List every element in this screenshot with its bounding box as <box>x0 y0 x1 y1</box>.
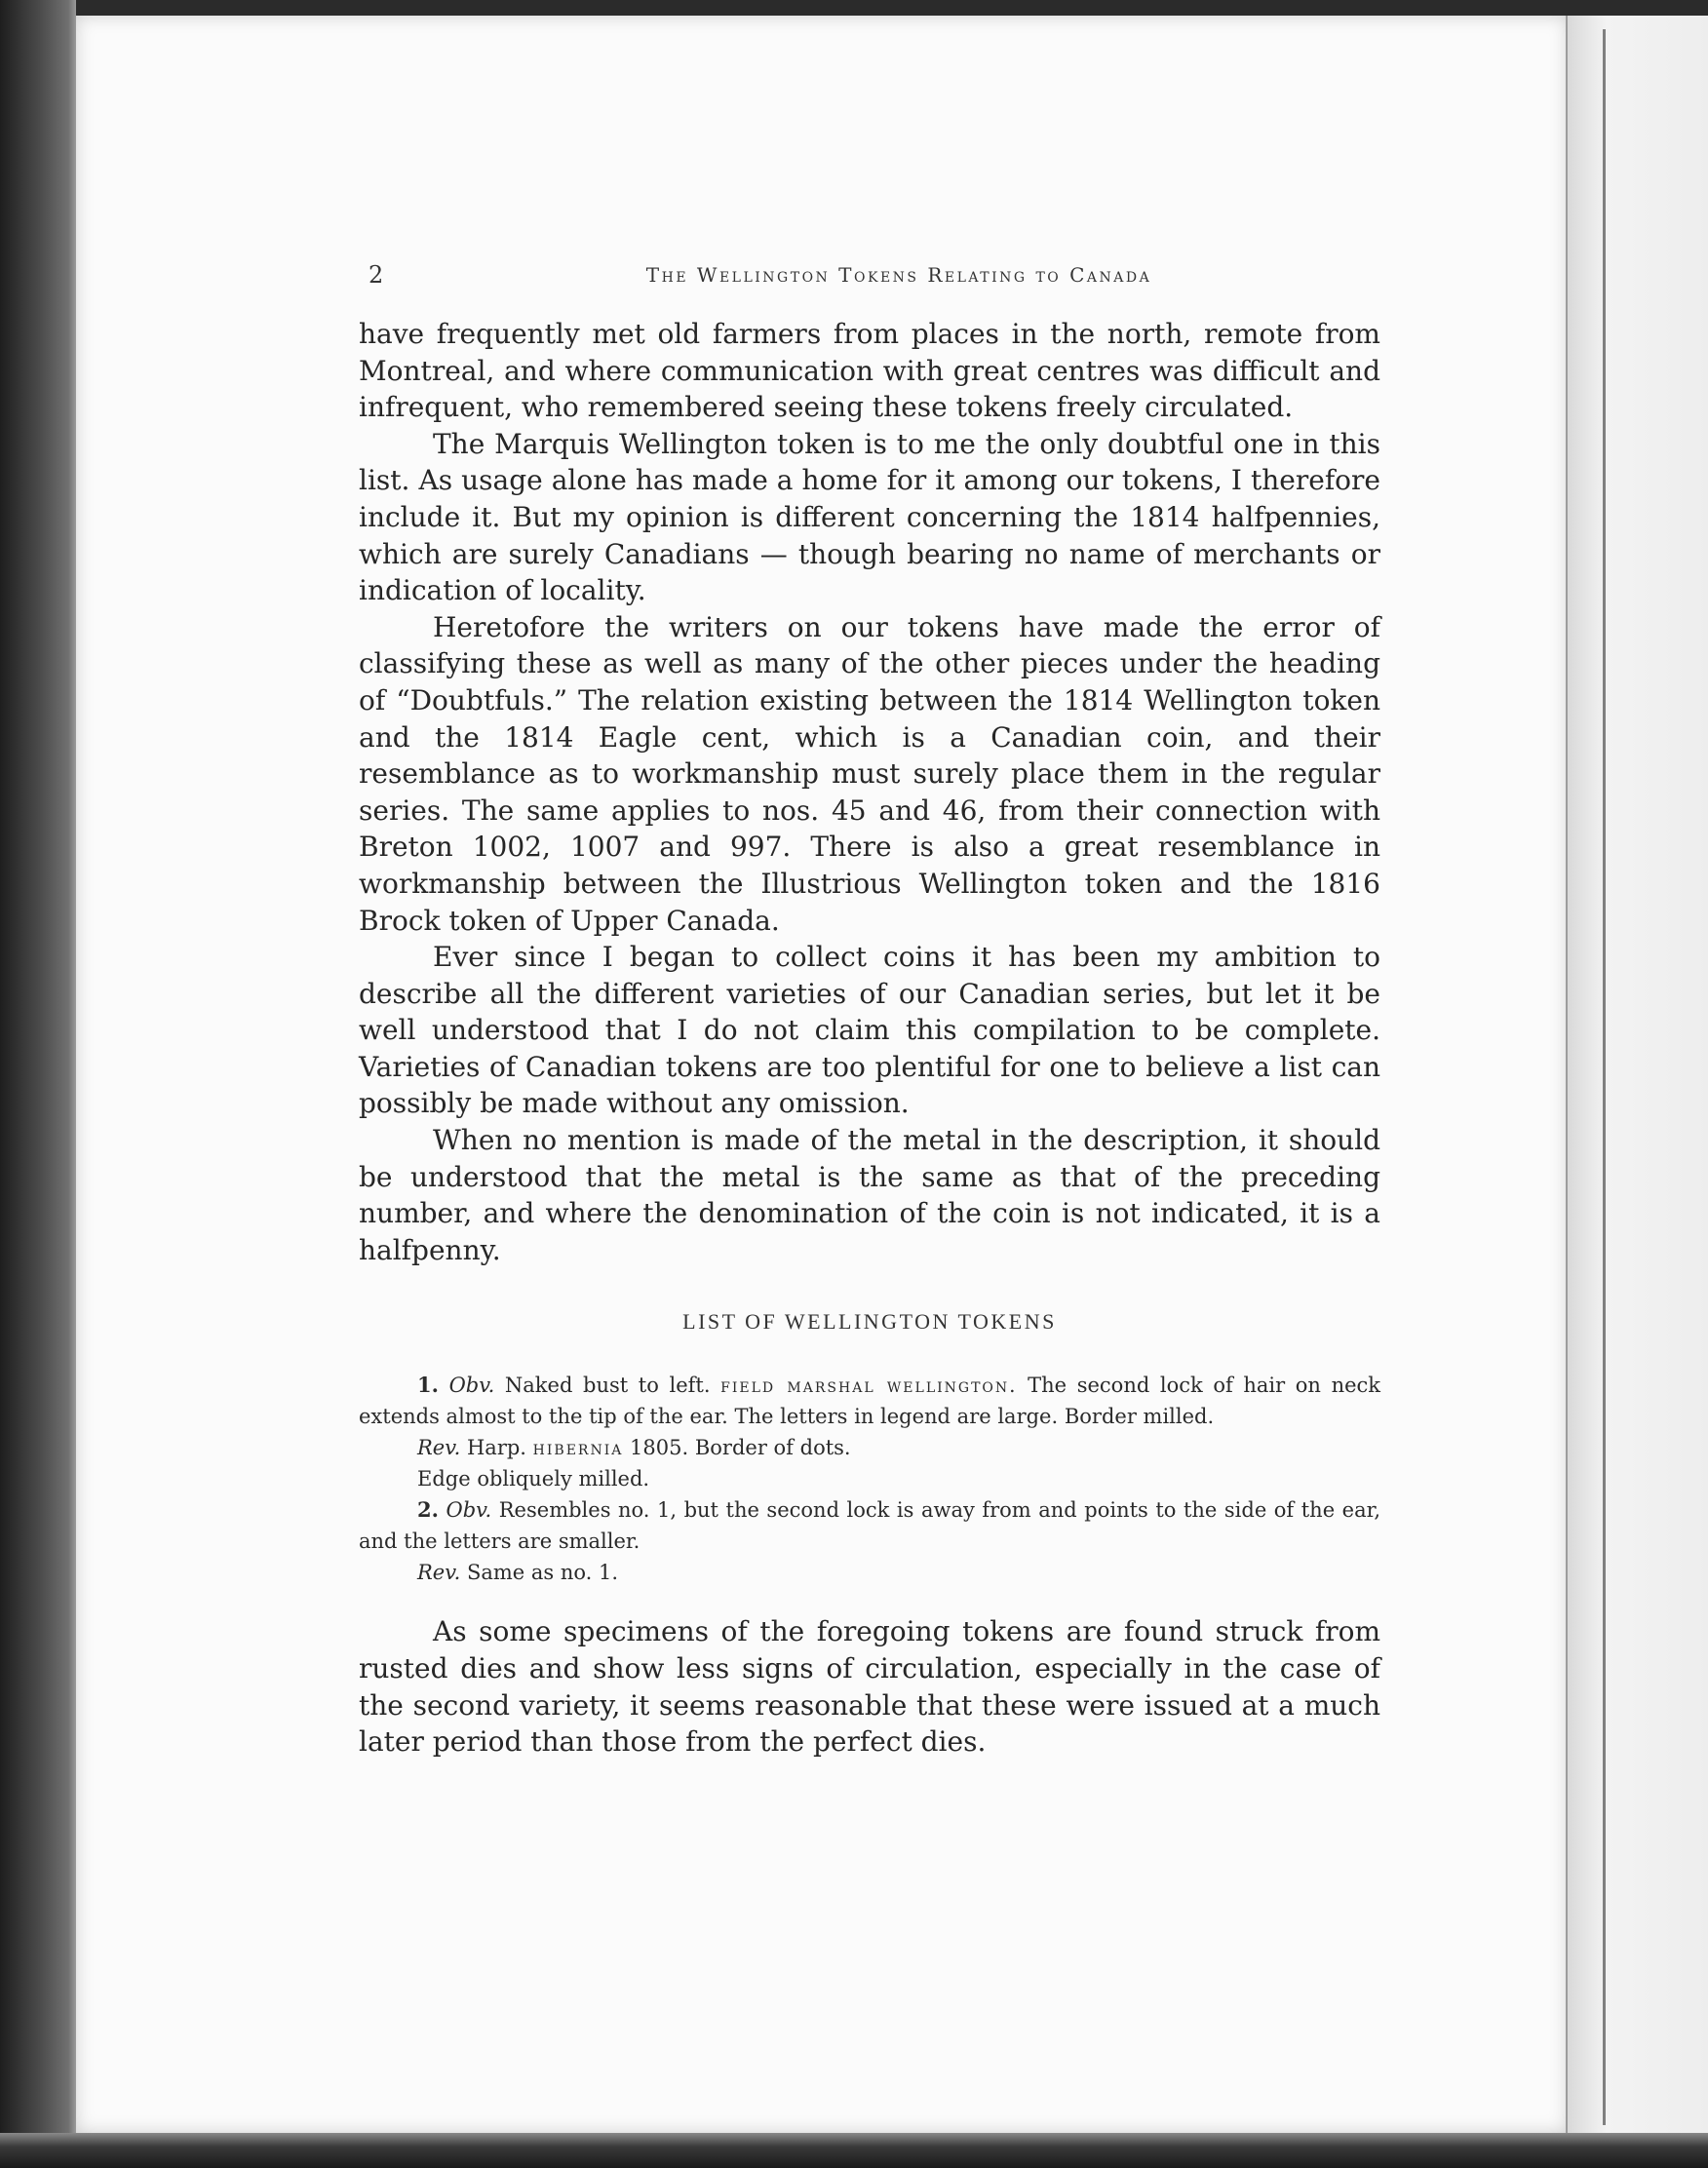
entry-1-rev-text-a: Harp. <box>466 1436 526 1460</box>
entry-1-rev-text-b: 1805. Border of dots. <box>630 1436 851 1460</box>
paragraph-1: have frequently met old farmers from places in the north, remote from Montreal, and where communication with great centres was difficult and infrequent, who remembered seeing these tokens freely circulated. <box>359 318 1380 424</box>
entry-2-number: 2. <box>417 1497 439 1523</box>
entry-2-obverse <box>359 1494 1380 1557</box>
list-heading: LIST OF WELLINGTON TOKENS <box>682 1309 1057 1335</box>
entry-2-rev-label: Rev. <box>417 1561 461 1585</box>
entry-2-obv-label: Obv. <box>446 1498 492 1523</box>
facing-page-line <box>1603 29 1606 2125</box>
running-title: The Wellington Tokens Relating to Canada <box>645 263 1152 287</box>
entry-1-obv-legend: field marshal wellington. <box>720 1374 1018 1398</box>
entry-1-reverse <box>359 1432 1380 1463</box>
entry-1-obv-text-a: Naked bust to left. <box>504 1374 711 1398</box>
entry-1-rev-label: Rev. <box>417 1436 461 1460</box>
entry-1-obv-text-b: The second lock of hair on neck extends almost to the tip of the ear. The letters in legend are large. Border milled. <box>359 1374 1381 1429</box>
entry-2-obv-text: Resembles no. 1, but the second lock is away from and points to the side of the ear, and the letters are smaller. <box>359 1498 1381 1554</box>
facing-page-edge <box>1568 16 1708 2133</box>
scan-edge-left <box>0 0 76 2168</box>
token-list <box>359 1370 1380 1588</box>
entry-2-reverse <box>359 1557 1380 1588</box>
entry-1-obv-label: Obv. <box>448 1374 495 1398</box>
entry-1-number: 1. <box>417 1373 439 1398</box>
paragraph-5: When no mention is made of the metal in the description, it should be understood that the metal is the same as that of the preceding number, and where the denomination of the coin is not indicated, it is a halfpenny. <box>359 1124 1380 1266</box>
page-content <box>359 261 1380 1761</box>
paragraph-3: Heretofore the writers on our tokens have made the error of classifying these as well as many of the other pieces under the heading of “Doubtfuls.” The relation existing between the 1814 Wellington token and the 1814 Eagle cent, which is a Canadian coin, and their resemblance as to workmanship must surely place them in the regular series. The same applies to nos. 45 and 46, from their connection with Breton 1002, 1007 and 997. There is also a great resemblance in workmanship between the Illustrious Wellington token and the 1816 Brock token of Upper Canada. <box>359 610 1380 937</box>
closing-section <box>359 1613 1380 1760</box>
entry-1-edge: Edge obliquely milled. <box>417 1467 650 1491</box>
entry-1-rev-legend: hibernia <box>532 1436 624 1460</box>
entry-2-rev-text: Same as no. 1. <box>466 1561 619 1585</box>
body-text <box>359 316 1380 1268</box>
running-head <box>359 261 1380 296</box>
closing-paragraph: As some specimens of the foregoing tokens are found struck from rusted dies and show less signs of circulation, especially in the case of the second variety, it seems reasonable that these were issued at a much later period than those from the perfect dies. <box>359 1615 1380 1759</box>
scan-edge-bottom <box>0 2133 1708 2168</box>
paragraph-2: The Marquis Wellington token is to me the only doubtful one in this list. As usage alone has made a home for it among our tokens, I therefore include it. But my opinion is different concerning the 1814 halfpennies, which are surely Canadians — though bearing no name of merchants or indication of locality. <box>359 427 1380 607</box>
paragraph-4: Ever since I began to collect coins it has been my ambition to describe all the different varieties of our Canadian series, but let it be well understood that I do not claim this compilation to be complete. Varieties of Canadian tokens are too plentiful for one to believe a list can possibly be made without any omission. <box>359 941 1380 1120</box>
entry-1-obverse <box>359 1370 1380 1432</box>
page-number: 2 <box>369 261 384 289</box>
